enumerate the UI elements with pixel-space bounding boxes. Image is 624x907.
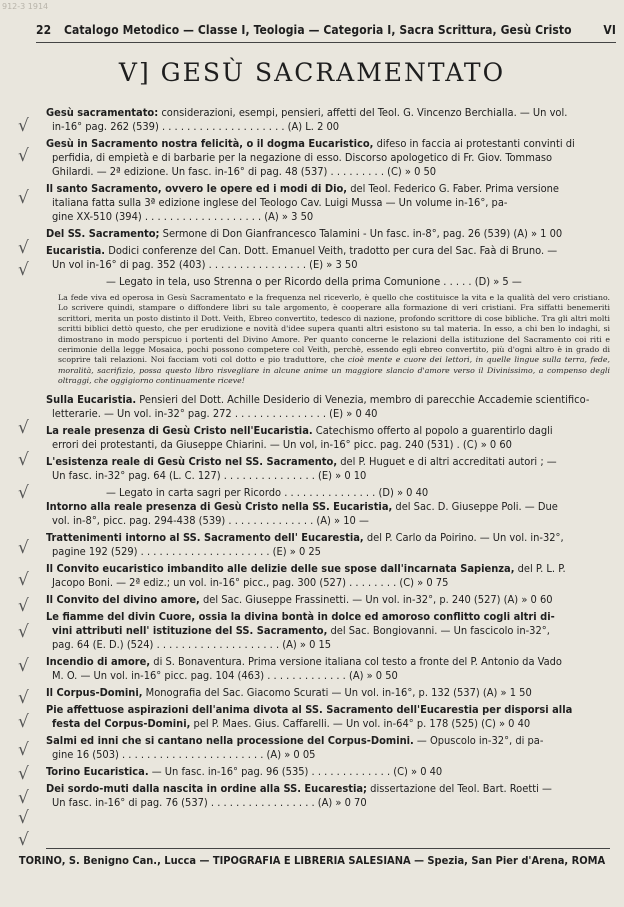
catalog-entry	[46, 106, 610, 134]
pencil-check-icon: √	[18, 538, 29, 558]
entry-title: Torino Eucaristica.	[46, 764, 149, 778]
catalog-entry	[46, 531, 610, 559]
entry-description: considerazioni, esempi, pensieri, affetti del Teol. G. Vincenzo Berchialla. — Un vol.	[158, 106, 568, 119]
catalog-entry	[46, 655, 610, 683]
note-text: La fede viva ed operosa in Gesù Sacramentato e la frequenza nel riceverlo, è quello che costituisce la vita e la qualità del vero cristiano. Lo scrivere quindi, stampare o diffondere libri su tale argomento, è cooperare alla formazione di veri cristiani. Fra siffatti benemeriti scrittori, merita un posto distinto il Dott. Veith, Ebreo convertito, tedesco di nazione, profondo scrittore di cose bibliche. Tra gli altri molti scritti biblici dettò questo, che per erudizione e novità d'idee supera quanti altri esistono su tal materia. In esso, a chi ben lo indaghi, si dimostrano in modo perspicuo i portenti del Divino Amore. Per quanto concerne le relazioni della istituzione del Sacramento coi riti e cerimonie della legge Mosaica, pochi possono competere col Veith, perchè, essendo egli ebreo convertito, più d'ogni altro è in grado di scoprire tali relazioni. Noi facciam voti col dotto e pio traduttore, che	[58, 293, 610, 365]
entry-description: Dodici conferenze del Can. Dott. Emanuel Veith, tradotto per cura del Sac. Faà di Bruno. —	[105, 244, 558, 257]
entry-continuation	[46, 151, 610, 165]
entry-description: del Sac. D. Giuseppe Poli. — Due	[392, 499, 558, 513]
entry-first-line	[46, 610, 610, 624]
entry-continuation-text: Un fasc. in-16° di pag. 76 (537) . . . . . . . . . . . . . . . . . (A) » 0 70	[52, 795, 367, 809]
entry-first-line	[46, 531, 610, 545]
entry-continuation-text: letterarie. — Un vol. in-32° pag. 272 . . . . . . . . . . . . . . . (E) » 0 40	[52, 406, 378, 420]
entry-title: Il Corpus-Domini,	[46, 685, 143, 699]
entry-continuation	[46, 407, 610, 421]
entry-continuation	[46, 545, 610, 559]
entry-first-line	[46, 455, 610, 469]
entry-continuation-text: pagine 192 (529) . . . . . . . . . . . . . . . . . . . . . (E) » 0 25	[52, 544, 321, 558]
pencil-check-icon: √	[18, 764, 29, 784]
entry-continuation-tail: del Sac. Bongiovanni. — Un fascicolo in-32°,	[327, 623, 550, 637]
pencil-mark: 912-3 1914	[2, 2, 49, 11]
pencil-check-icon: √	[18, 260, 29, 280]
entry-continuation	[46, 638, 610, 652]
entry-title: Sulla Eucaristia.	[46, 392, 137, 406]
entry-first-line	[46, 703, 610, 717]
entry-continuation-text: Ghilardi. — 2ª edizione. Un fasc. in-16° di pag. 48 (537) . . . . . . . . . (C) » 0 50	[52, 165, 437, 178]
entry-description: del P. Carlo da Poirino. — Un vol. in-32°,	[363, 530, 564, 544]
entry-description: Catechismo offerto al popolo a guarentirlo dagli	[312, 423, 553, 437]
pencil-check-icon: √	[18, 712, 29, 732]
header-title: Catalogo Metodico — Classe I, Teologia — Categoria I, Sacra Scrittura, Gesù Cristo	[64, 23, 572, 37]
entry-title: L'esistenza reale di Gesù Cristo nel SS. Sacramento,	[46, 454, 338, 468]
header-section: VI	[603, 23, 616, 37]
binding-option: — Legato in tela, uso Strenna o per Ricordo della prima Comunione . . . . . (D) » 5 —	[106, 275, 522, 288]
entry-description: del P. Huguet e di altri accreditati autori ; —	[337, 454, 557, 468]
entry-continuation	[46, 669, 610, 683]
catalog-entry	[46, 500, 610, 528]
entry-first-line	[46, 734, 610, 748]
running-header	[36, 20, 616, 40]
entry-description: del P. L. P.	[514, 561, 566, 575]
pencil-check-icon: √	[18, 188, 29, 208]
entry-description: — Un fasc. in-16° pag. 96 (535) . . . . . . . . . . . . . (C) » 0 40	[148, 764, 443, 778]
pencil-check-icon: √	[18, 483, 29, 503]
entry-continuation	[46, 514, 610, 528]
entry-continuation-text: vol. in-8°, picc. pag. 294-438 (539) . . . . . . . . . . . . . . (A) » 10 —	[52, 513, 369, 527]
pencil-check-icon: √	[18, 450, 29, 470]
entry-title: Trattenimenti intorno al SS. Sacramento dell' Eucarestia,	[46, 530, 364, 544]
footer-rule	[46, 848, 610, 849]
entry-first-line	[46, 106, 610, 120]
catalog-entry	[46, 765, 610, 779]
entry-continuation	[46, 120, 610, 134]
entry-continuation-text: gine XX-510 (394) . . . . . . . . . . . . . . . . . . . (A) » 3 50	[52, 210, 314, 223]
entry-title: Pie affettuose aspirazioni dell'anima divota al SS. Sacramento dell'Eucarestia per disporsi alla	[46, 702, 573, 716]
entry-continuation-tail: pel P. Maes. Gius. Caffarelli. — Un vol. in-64° p. 178 (525) (C) » 0 40	[190, 716, 531, 730]
entry-title: Il santo Sacramento, ovvero le opere ed i modi di Dio,	[46, 182, 348, 195]
catalog-entries	[46, 106, 610, 813]
pencil-check-icon: √	[18, 622, 29, 642]
entry-continuation-text: italiana fatta sulla 3ª edizione inglese del Teologo Cav. Luigi Mussa — Un volume in-16°, pa-	[52, 196, 508, 209]
catalog-entry	[46, 734, 610, 762]
entry-continuation-text: Jacopo Boni. — 2ª ediz.; un vol. in-16° picc., pag. 300 (527) . . . . . . . . (C) » 0 75	[52, 575, 449, 589]
entry-title: Del SS. Sacramento;	[46, 227, 160, 240]
pencil-check-icon: √	[18, 418, 29, 438]
entry-title: Gesù in Sacramento nostra felicità, o il dogma Eucaristico,	[46, 137, 374, 150]
entry-continuation	[46, 796, 610, 810]
entry-continuation	[46, 576, 610, 590]
pencil-check-icon: √	[18, 596, 29, 616]
page-number: 22	[36, 23, 52, 37]
entry-title: Eucaristia.	[46, 244, 106, 257]
entry-continuation-text: Un fasc. in-32° pag. 64 (L. C. 127) . . . . . . . . . . . . . . . (E) » 0 10	[52, 468, 367, 482]
entry-continuation	[46, 165, 610, 179]
entry-continuation-text: pag. 64 (E. D.) (524) . . . . . . . . . . . . . . . . . . . . (A) » 0 15	[52, 637, 332, 651]
catalog-entry	[46, 610, 610, 652]
entry-continuation-text: perfidia, di empietà e di barbarie per la negazione di esso. Discorso apologetico di Fr. Giov. Tommaso	[52, 151, 553, 164]
entry-continuation-text: vini attributi nell' istituzione del SS. Sacramento,	[52, 623, 328, 637]
entry-continuation-text: Un vol in-16° di pag. 352 (403) . . . . . . . . . . . . . . . . (E) » 3 50	[52, 258, 358, 271]
entry-continuation-text: in-16° pag. 262 (539) . . . . . . . . . . . . . . . . . . . . (A) L. 2 00	[52, 120, 340, 133]
pencil-check-icon: √	[18, 830, 29, 850]
entry-first-line	[46, 765, 610, 779]
pencil-check-icon: √	[18, 570, 29, 590]
entry-first-line	[46, 782, 610, 796]
entry-first-line	[46, 244, 610, 258]
entry-title: Il Convito eucaristico imbandito alle delizie delle sue spose dall'incarnata Sapienza,	[46, 561, 515, 575]
pencil-check-icon: √	[18, 808, 29, 828]
catalog-entry	[46, 686, 610, 700]
entry-first-line	[46, 500, 610, 514]
pencil-check-icon: √	[18, 740, 29, 760]
entry-title: Il Convito del divino amore,	[46, 592, 200, 606]
pencil-check-icon: √	[18, 146, 29, 166]
entry-title: Intorno alla reale presenza di Gesù Cristo nella SS. Eucaristia,	[46, 499, 393, 513]
entry-description: del Sac. Giuseppe Frassinetti. — Un vol. in-32°, p. 240 (527) (A) » 0 60	[199, 592, 553, 606]
entry-first-line	[46, 227, 610, 241]
entry-title: Dei sordo-muti dalla nascita in ordine alla SS. Eucarestia;	[46, 781, 368, 795]
binding-option: — Legato in carta sagri per Ricordo . . . . . . . . . . . . . . . (D) » 0 40	[106, 485, 429, 499]
entry-title: Salmi ed inni che si cantano nella processione del Corpus-Domini.	[46, 733, 414, 747]
entry-first-line	[46, 137, 610, 151]
entry-title: Gesù sacramentato:	[46, 106, 159, 119]
entry-continuation	[46, 438, 610, 452]
pencil-check-icon: √	[18, 238, 29, 258]
entry-continuation-text: errori dei protestanti, da Giuseppe Chiarini. — Un vol, in-16° picc. pag. 240 (531) . (C) » 0 60	[52, 437, 512, 451]
catalog-entry	[46, 424, 610, 452]
section-title: V] GESÙ SACRAMENTATO	[118, 58, 506, 87]
catalog-entry	[46, 227, 610, 241]
entry-description: Sermone di Don Gianfrancesco Talamini - Un fasc. in-8°, pag. 26 (539) (A) » 1 00	[159, 227, 563, 240]
entry-first-line	[46, 686, 610, 700]
entry-continuation	[46, 469, 610, 483]
note-italic: cioè mente e cuore dei lettori, in quelle lingue sulla terra, fede, moralità, sacrifizio, possa questo libro risvegliare in alcune anime un maggiore slancio d'amore verso il Divinissimo, a compenso degli oltraggi, che oggigiorno continuamente riceve!	[58, 355, 611, 386]
entry-continuation	[46, 748, 610, 762]
catalog-entry	[46, 244, 610, 272]
catalog-entry	[46, 137, 610, 179]
entry-description: — Opuscolo in-32°, di pa-	[413, 733, 544, 747]
entry-description: difeso in faccia ai protestanti convinti di	[373, 137, 575, 150]
entry-description: Monografia del Sac. Giacomo Scurati — Un vol. in-16°, p. 132 (537) (A) » 1 50	[142, 685, 532, 699]
header-rule	[36, 42, 616, 43]
entry-first-line	[46, 182, 610, 196]
catalog-entry	[46, 393, 610, 421]
catalog-entry	[46, 593, 610, 607]
entry-first-line	[46, 562, 610, 576]
entry-first-line	[46, 593, 610, 607]
entry-continuation-text: M. O. — Un vol. in-16° picc. pag. 104 (463) . . . . . . . . . . . . . (A) » 0 50	[52, 668, 398, 682]
entry-first-line	[46, 655, 610, 669]
entry-first-line	[46, 393, 610, 407]
publisher-footer: TORINO, S. Benigno Can., Lucca — TIPOGRAFIA E LIBRERIA SALESIANA — Spezia, San Pier d'Arena, ROMA	[18, 854, 606, 867]
entry-continuation	[46, 258, 610, 272]
pencil-check-icon: √	[18, 688, 29, 708]
entry-continuation	[46, 624, 610, 638]
pencil-check-icon: √	[18, 116, 29, 136]
entry-description: di S. Bonaventura. Prima versione italiana col testo a fronte del P. Antonio da Vado	[150, 654, 562, 668]
pencil-check-icon: √	[18, 656, 29, 676]
entry-continuation-text: gine 16 (503) . . . . . . . . . . . . . . . . . . . . . . . (A) » 0 05	[52, 747, 316, 761]
catalog-entry	[46, 562, 610, 590]
catalog-entry	[46, 455, 610, 483]
entry-continuation-text: festa del Corpus-Domini,	[52, 716, 191, 730]
entry-description: Pensieri del Dott. Achille Desiderio di Venezia, membro di parecchie Accademie scientifico-	[136, 392, 590, 406]
entry-title: Le fiamme del divin Cuore, ossia la divina bontà in dolce ed amoroso conflitto cogli altri di-	[46, 609, 555, 623]
entry-title: La reale presenza di Gesù Cristo nell'Eucaristia.	[46, 423, 313, 437]
editorial-note	[46, 293, 610, 387]
entry-continuation	[46, 717, 610, 731]
entry-continuation	[46, 196, 610, 210]
entry-description: del Teol. Federico G. Faber. Prima versione	[347, 182, 560, 195]
entry-continuation	[46, 210, 610, 224]
catalog-entry	[46, 703, 610, 731]
catalog-entry	[46, 182, 610, 224]
catalog-entry	[46, 782, 610, 810]
entry-description: dissertazione del Teol. Bart. Roetti —	[367, 781, 552, 795]
pencil-check-icon: √	[18, 788, 29, 808]
entry-first-line	[46, 424, 610, 438]
entry-title: Incendio di amore,	[46, 654, 151, 668]
